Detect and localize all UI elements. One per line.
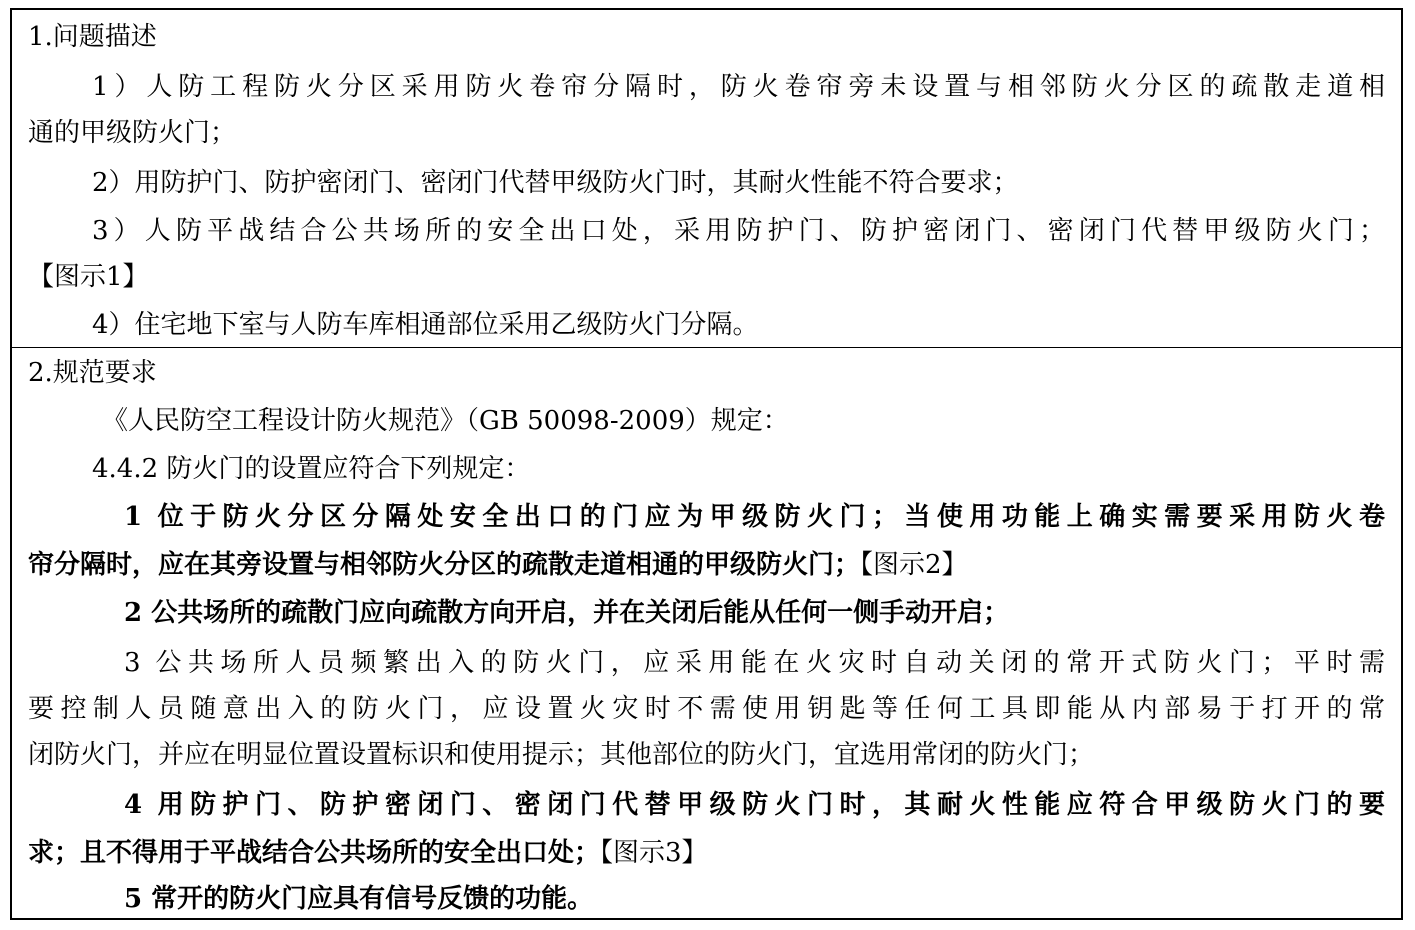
paragraph-line-bold <box>12 838 1401 884</box>
paragraph-line-bold <box>12 550 1401 596</box>
problem-description-section <box>12 10 1401 346</box>
paragraph-line: 4）住宅地下室与人防车库相通部位采用乙级防火门分隔。 <box>92 310 759 340</box>
paragraph-line: 通的甲级防火门； <box>28 118 237 148</box>
paragraph-line: 《人民防空工程设计防火规范》（GB 50098-2009）规定： <box>102 406 789 436</box>
paragraph-line: 闭防火门，并应在明显位置设置标识和使用提示；其他部位的防火门，宜选用常闭的防火门； <box>28 740 1095 770</box>
paragraph-line-bold: 1 位于防火分区分隔处安全出口的门应为甲级防火门；当使用功能上确实需要采用防火卷 <box>124 502 1385 532</box>
figure-reference: 【图示2】 <box>860 550 968 580</box>
section-heading: 1.问题描述 <box>28 22 157 52</box>
paragraph-line: 3 公共场所人员频繁出入的防火门，应采用能在火灾时自动关闭的常开式防火门；平时需 <box>124 648 1385 678</box>
paragraph-line: 要控制人员随意出入的防火门，应设置火灾时不需使用钥匙等任何工具即能从内部易于打开的常 <box>28 694 1385 724</box>
paragraph-line: 2）用防护门、防护密闭门、密闭门代替甲级防火门时，其耐火性能不符合要求； <box>92 168 1019 198</box>
paragraph-text: 帘分隔时，应在其旁设置与相邻防火分区的疏散走道相通的甲级防火门； <box>28 550 861 580</box>
paragraph-line-bold: 2 公共场所的疏散门应向疏散方向开启，并在关闭后能从任何一侧手动开启； <box>124 598 1010 628</box>
figure-reference: 【图示1】 <box>28 262 149 292</box>
code-requirements-section <box>12 347 1401 919</box>
figure-reference: 【图示3】 <box>600 838 708 868</box>
paragraph-line-bold: 5 常开的防火门应具有信号反馈的功能。 <box>124 884 594 914</box>
document-table <box>10 8 1403 920</box>
paragraph-line: 3）人防平战结合公共场所的安全出口处，采用防护门、防护密闭门、密闭门代替甲级防火门； <box>92 216 1385 246</box>
paragraph-text: 求；且不得用于平战结合公共场所的安全出口处； <box>28 838 601 868</box>
section-heading: 2.规范要求 <box>28 358 157 388</box>
paragraph-line: 4.4.2 防火门的设置应符合下列规定： <box>92 454 531 484</box>
paragraph-line-bold: 4 用防护门、防护密闭门、密闭门代替甲级防火门时，其耐火性能应符合甲级防火门的要 <box>124 790 1385 820</box>
paragraph-line: 1）人防工程防火分区采用防火卷帘分隔时，防火卷帘旁未设置与相邻防火分区的疏散走道相 <box>92 72 1385 102</box>
